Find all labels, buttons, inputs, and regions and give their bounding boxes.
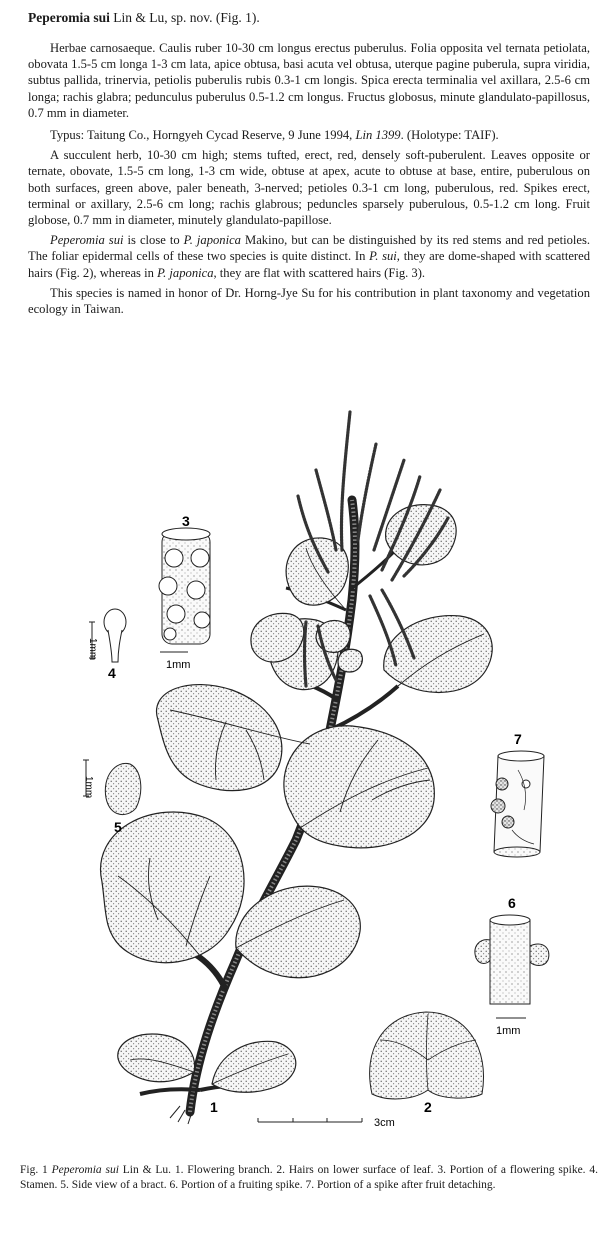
scale-label-3cm: 3cm [374, 1117, 395, 1129]
leaf [212, 1041, 296, 1092]
fruiting-spike-portion [475, 915, 549, 1018]
fig-label-3: 3 [182, 513, 190, 529]
leaf [338, 649, 362, 672]
typus-holotype: . (Holotype: TAIF). [400, 128, 499, 143]
fig-label-7: 7 [514, 731, 522, 747]
species-ref: P. japonica [157, 265, 214, 280]
comparison-text: , they are flat with scattered hairs (Fig. 3). [213, 265, 426, 280]
dedication-paragraph: This species is named in honor of Dr. Horng-Jye Su for his contribution in plant taxonomy and vegetation ecology in Taiwan. [28, 285, 590, 317]
species-authors: Lin & Lu, sp. nov. (Fig. 1). [109, 10, 260, 25]
fig-label-4: 4 [108, 665, 116, 681]
fig-label-1: 1 [210, 1099, 218, 1115]
scale-label-1mm-fig6: 1mm [496, 1025, 521, 1037]
figure-caption [20, 1163, 598, 1193]
leaf [118, 1034, 195, 1082]
species-name: Peperomia sui [28, 10, 110, 25]
comparison-text: Makino, but can be distinguished by its red stems and red petioles. The foliar epidermal cells of these two species is quite distinct. In [28, 233, 591, 264]
species-ref: Peperomia sui [50, 233, 124, 248]
species-ref: P. japonica [183, 233, 241, 248]
typus-paragraph [28, 127, 590, 143]
spike-after-fruit-detaching [491, 751, 544, 857]
caption-prefix: Fig. 1 [20, 1164, 52, 1176]
english-description: A succulent herb, 10-30 cm high; stems tufted, erect, red, densely soft-puberulent. Leaves opposite or ternate, obovate, 1.5-5 cm long, 1-3 cm wide, obtuse at apex, acute to obtuse at base, entire, puberulous on both surfaces, green above, paler beneath, 3-nerved; petioles 0.3-1 cm long, puberulous, red. Spikes erect, terminal or axillary, 2.5-6 cm long; rachis glabrous; peduncles sparsely puberulous, 0.5-1.2 cm long. Fruit globose, 0.7 mm in diameter, minutely glandulato-papillose. [28, 148, 590, 228]
typus-collector: Lin 1399 [355, 128, 401, 143]
comparison-text: is close to [123, 233, 184, 248]
botanical-illustration [0, 400, 616, 1160]
species-heading [28, 10, 260, 26]
caption-species: Peperomia sui [51, 1164, 119, 1176]
fig-label-5: 5 [114, 819, 122, 835]
scale-label-1mm-fig5: 1mm [83, 776, 94, 799]
fig-label-2: 2 [424, 1099, 432, 1115]
flowering-spike-portion [159, 528, 210, 644]
fig-label-6: 6 [508, 895, 516, 911]
description-text [28, 40, 590, 321]
species-ref: P. sui [369, 249, 397, 264]
scale-bar-3cm [258, 1118, 362, 1122]
typus-text: Typus: Taitung Co., Horngyeh Cycad Reserve, 9 June 1994, [50, 128, 356, 143]
leaf-surface-hairs [370, 1012, 484, 1099]
leaf [284, 726, 434, 848]
scale-label-1mm-fig4: 1mm [87, 638, 98, 661]
comparison-paragraph [28, 232, 590, 281]
latin-description: Herbae carnosaeque. Caulis ruber 10-30 cm longus erectus puberulus. Folia opposita vel ternata petiolata, obovata 1.5-5 cm longa 1-3 cm lata, apice obtusa, basi acuta vel obtusa, uterque pagine puberula, supra viridia, subtus pallida, trinervia, petiolis puberulis rubis 0.3-1 cm longis. Spica erecta terminalia vel axillara, 2.5-6 cm longa; rachis glabra; pedunculus puberulus 0.5-1.2 cm longus. Fructus globosus, minute glandulato-papillosus, 0.7 mm in diameter. [28, 41, 590, 120]
leaf [101, 812, 245, 963]
scale-label-1mm-fig3: 1mm [166, 659, 191, 671]
caption-text: Lin & Lu. 1. Flowering branch. 2. Hairs on lower surface of leaf. 3. Portion of a flowering spike. 4. Stamen. 5. Side view of a bract. 6. Portion of a fruiting spike. 7. Portion of a spike after fruit detaching. [20, 1164, 599, 1191]
comparison-text: , they are dome-shaped with scattered hairs (Fig. 2), whereas in [28, 249, 590, 280]
